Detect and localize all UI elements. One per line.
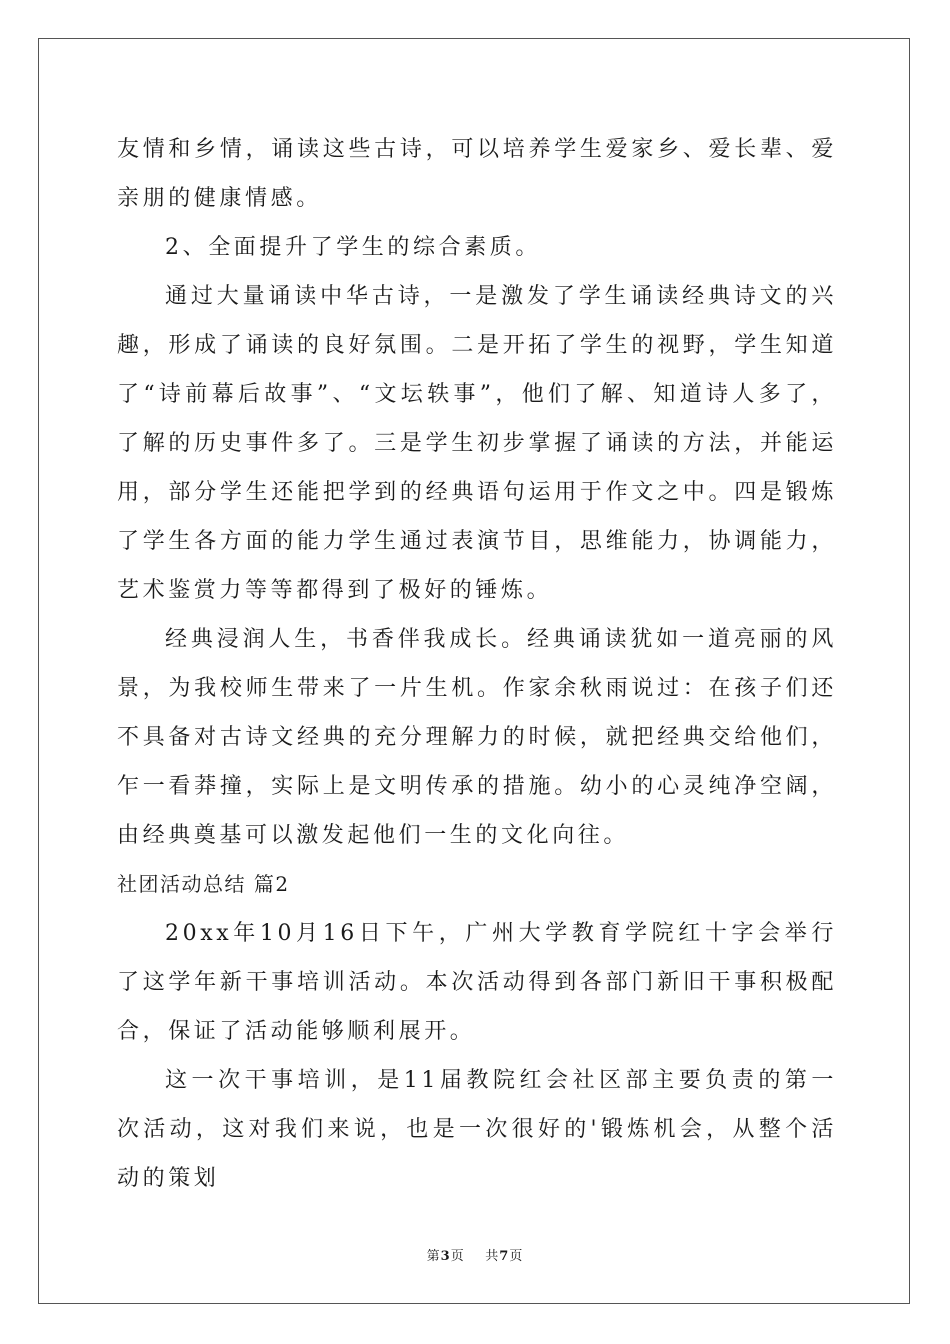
footer-total-number: 7 <box>499 1249 510 1264</box>
section-heading: 社团活动总结 篇2 <box>117 872 290 896</box>
paragraph-3: 通过大量诵读中华古诗，一是激发了学生诵读经典诗文的兴趣，形成了诵读的良好氛围。二是开拓了学生的视野，学生知道了“诗前幕后故事”、“文坛轶事”，他们了解、知道诗人多了，了解的历史事件多了。三是学生初步掌握了诵读的方法，并能运用，部分学生还能把学到的经典语句运用于作文之中。四是锻炼了学生各方面的能力学生通过表演节目，思维能力，协调能力，艺术鉴赏力等等都得到了极好的锤炼。 <box>117 284 837 603</box>
footer-total-suffix: 页 <box>509 1249 524 1264</box>
paragraph-5: 20xx年10月16日下午，广州大学教育学院红十字会举行了这学年新干事培训活动。本次活动得到各部门新旧干事积极配合，保证了活动能够顺利展开。 <box>117 921 837 1044</box>
page-footer <box>0 1245 950 1264</box>
footer-page-prefix: 第 <box>426 1249 441 1264</box>
document-body <box>117 125 837 1203</box>
footer-page-number: 3 <box>440 1249 451 1264</box>
footer-page-suffix: 页 <box>450 1249 465 1264</box>
footer-total-prefix: 共 <box>485 1249 500 1264</box>
paragraph-6: 这一次干事培训，是11届教院红会社区部主要负责的第一次活动，这对我们来说，也是一次很好的'锻炼机会，从整个活动的策划 <box>117 1068 837 1191</box>
paragraph-2: 2、全面提升了学生的综合素质。 <box>165 235 541 260</box>
paragraph-1: 友情和乡情，诵读这些古诗，可以培养学生爱家乡、爱长辈、爱亲朋的健康情感。 <box>117 137 837 211</box>
paragraph-4: 经典浸润人生，书香伴我成长。经典诵读犹如一道亮丽的风景，为我校师生带来了一片生机。作家余秋雨说过：在孩子们还不具备对古诗文经典的充分理解力的时候，就把经典交给他们，乍一看莽撞，实际上是文明传承的措施。幼小的心灵纯净空阔，由经典奠基可以激发起他们一生的文化向往。 <box>117 627 837 848</box>
